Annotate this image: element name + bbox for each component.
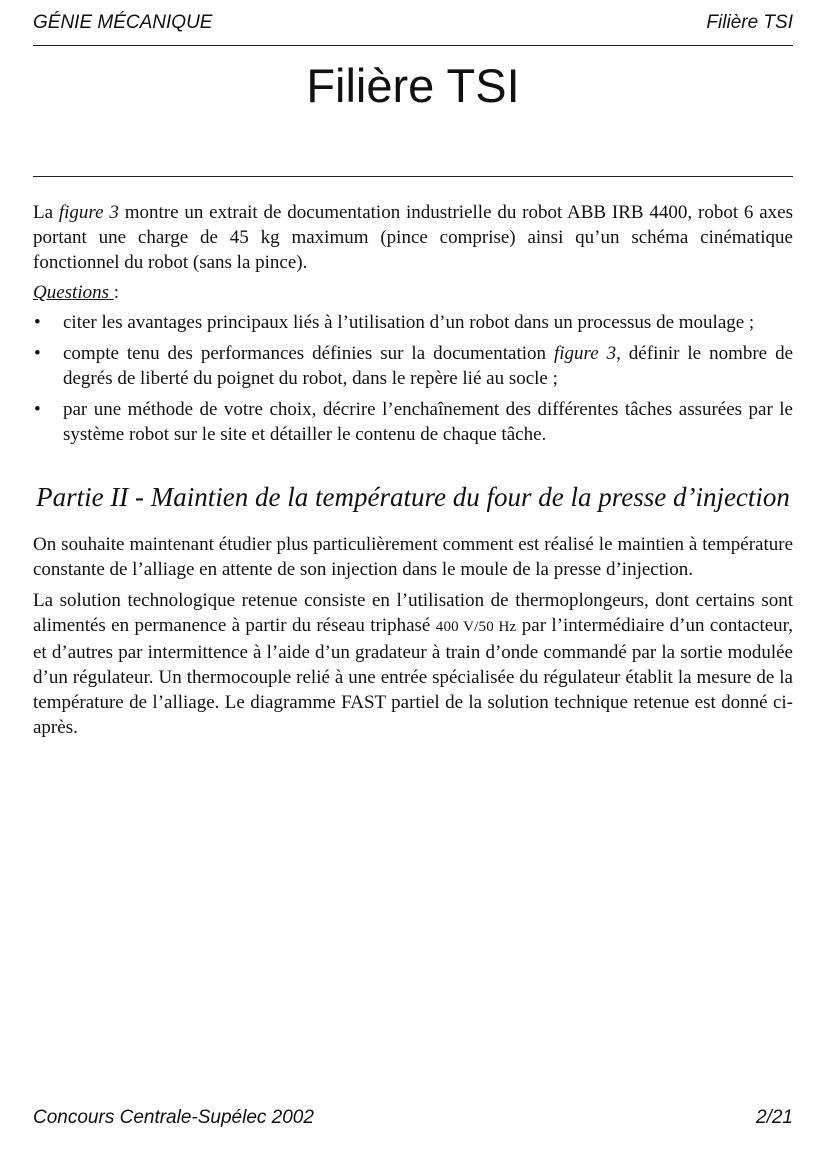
question-item — [33, 397, 793, 447]
voltage-value: 400 V/50 Hz — [435, 619, 517, 635]
header-subject: GÉNIE MÉCANIQUE — [33, 12, 213, 33]
title-divider — [33, 176, 793, 177]
exam-page — [33, 0, 793, 1152]
page-title: Filière TSI — [306, 59, 520, 112]
question-item — [33, 341, 793, 391]
questions-list — [33, 310, 793, 447]
questions-colon: : — [113, 282, 120, 303]
section-heading: Partie II - Maintien de la température du four de la presse d’injection — [36, 482, 790, 512]
intro-text-end: montre un extrait de documentation industrielle du robot ABB IRB 4400, robot 6 axes portant une charge de 45 kg maximum (pince comprise) ainsi qu’un schéma cinématique fonctionnel du robot (sans la pince). — [33, 202, 794, 273]
figure-reference: figure 3 — [553, 343, 617, 364]
bullet-icon: • — [34, 399, 41, 420]
footer-contest: Concours Centrale-Supélec 2002 — [33, 1107, 314, 1128]
part2-paragraph-2 — [33, 588, 793, 740]
intro-text-start: La — [33, 202, 59, 223]
part2-text-end: par l’intermédiaire d’un contacteur, et d’autres par intermittence à l’aide d’un gradateur à train d’onde commandé par la sortie modulée d’un régulateur. Un thermocouple relié à une entrée spécialisée du régulateur établit la mesure de la température de l’alliage. Le diagramme FAST partiel de la solution technique retenue est donné ci-après. — [33, 615, 793, 738]
question-text: citer les avantages principaux liés à l’utilisation d’un robot dans un processus de moulage ; — [63, 312, 755, 333]
header-divider — [33, 45, 793, 46]
bullet-icon: • — [34, 343, 41, 364]
page-footer — [33, 1107, 793, 1131]
questions-label: Questions — [33, 282, 114, 303]
question-text-after: , définir le nombre de degrés de liberté du poignet du robot, dans le repère lié au socle ; — [63, 343, 793, 389]
bullet-icon: • — [34, 312, 41, 333]
page-number: 2/21 — [756, 1107, 793, 1128]
question-text: par une méthode de votre choix, décrire l’enchaînement des différentes tâches assurées par le système robot sur le site et détailler le contenu de chaque tâche. — [63, 399, 793, 445]
intro-paragraph — [33, 200, 793, 275]
header-track: Filière TSI — [706, 12, 793, 33]
question-item — [33, 310, 793, 335]
figure-reference: figure 3 — [58, 202, 119, 223]
questions-heading — [33, 280, 793, 305]
page-header — [33, 12, 793, 36]
document-body — [33, 200, 793, 746]
part2-paragraph-1: On souhaite maintenant étudier plus particulièrement comment est réalisé le maintien à température constante de l’alliage en attente de son injection dans le moule de la presse d’injection. — [33, 534, 793, 580]
question-text-before: compte tenu des performances définies sur la documentation — [63, 343, 554, 364]
part2-text-start: La solution technologique retenue consiste en l’utilisation de thermoplongeurs, dont certains sont alimentés en permanence à partir du réseau triphasé — [33, 590, 793, 636]
